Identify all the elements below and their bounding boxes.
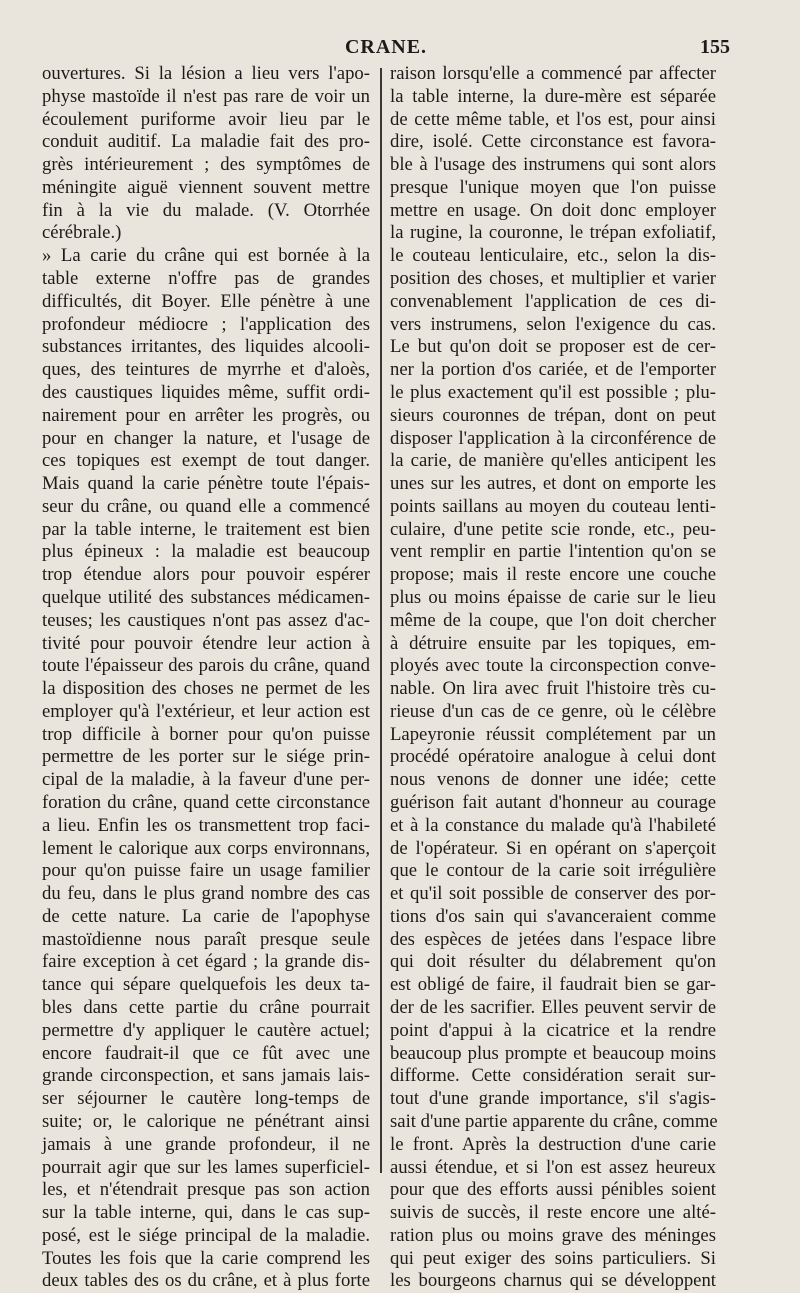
text-line: sieurs couronnes de trépan, dont on peut xyxy=(390,404,716,426)
text-line: procédé opératoire analogue à celui dont xyxy=(390,746,716,768)
text-line: de cette même table, et l'os est, pour ainsi xyxy=(390,108,716,130)
text-line: à détruire ensuite par les topiques, em- xyxy=(390,632,716,654)
text-line: le plus exactement qu'il est possible ; plu- xyxy=(390,381,716,403)
text-line: et qu'il soit possible de conserver des por- xyxy=(390,883,716,905)
text-line: par la table interne, le traitement est bien xyxy=(42,518,370,540)
text-line: ces topiques est exempt de tout danger. xyxy=(42,450,370,472)
text-line: la carie, de manière qu'elles anticipent les xyxy=(390,450,716,472)
text-line: quelque utilité des substances médicamen- xyxy=(42,586,370,608)
text-line: grande circonspection, et sans jamais lais- xyxy=(42,1065,370,1087)
text-line: fin à la vie du malade. (V. Otorrhée xyxy=(42,199,370,221)
text-line: difficultés, dit Boyer. Elle pénètre à une xyxy=(42,290,370,312)
text-line: permettre de les porter sur le siége prin- xyxy=(42,746,370,768)
text-line: employer qu'à l'extérieur, et leur action est xyxy=(42,700,370,722)
text-line: encore faudrait-il que ce fût avec une xyxy=(42,1042,370,1064)
text-line: trop étendue alors pour pouvoir espérer xyxy=(42,564,370,586)
text-line: lement le calorique aux corps environnans, xyxy=(42,837,370,859)
text-line: tance qui sépare quelquefois les deux ta- xyxy=(42,974,370,996)
text-line: même de la coupe, que l'on doit chercher xyxy=(390,609,716,631)
text-line: » La carie du crâne qui est bornée à la xyxy=(42,245,370,267)
text-line: nairement pour en arrêter les progrès, ou xyxy=(42,404,370,426)
text-line: points saillans au moyen du couteau lenti- xyxy=(390,495,716,517)
text-line: physe mastoïde il n'est pas rare de voir un xyxy=(42,85,370,107)
text-line: mastoïdienne nous paraît presque seule xyxy=(42,928,370,950)
text-line: cérébrale.) xyxy=(42,222,122,244)
text-line: plus épineux : la maladie est beaucoup xyxy=(42,541,370,563)
text-line: plus ou moins épaisse de carie sur le lieu xyxy=(390,586,716,608)
column-divider xyxy=(380,68,382,1173)
text-line: des caustiques liquides même, suffit ordi- xyxy=(42,381,370,403)
text-line: difforme. Cette considération serait sur- xyxy=(390,1065,716,1087)
text-line: pour en changer la nature, et l'usage de xyxy=(42,427,370,449)
text-line: tout d'une grande importance, s'il s'agis- xyxy=(390,1088,716,1110)
text-line: propose; mais il reste encore une couche xyxy=(390,564,716,586)
text-line: trop difficile à borner pour qu'on puisse xyxy=(42,723,370,745)
text-line: des espèces de jetées dans l'espace libre xyxy=(390,928,716,950)
text-line: posé, est le siége principal de la maladie. xyxy=(42,1224,370,1246)
text-line: substances irritantes, des liquides alcooli- xyxy=(42,336,370,358)
text-line: position des choses, et multiplier et varier xyxy=(390,268,716,290)
text-line: est obligé de faire, il faudrait bien se gar- xyxy=(390,974,716,996)
text-line: du feu, dans le plus grand nombre des cas xyxy=(42,883,370,905)
text-line: suite; or, le calorique ne pénétrant ainsi xyxy=(42,1110,370,1132)
running-title: CRANE. xyxy=(344,36,428,58)
text-line: méningite aiguë viennent souvent mettre xyxy=(42,176,370,198)
text-line: de l'opérateur. Si en opérant on s'aperçoit xyxy=(390,837,716,859)
text-line: foration du crâne, quand cette circonstance xyxy=(42,792,370,813)
text-line: que le contour de la carie soit irrégulière xyxy=(390,860,716,882)
text-line: sait d'une partie apparente du crâne, comme xyxy=(390,1110,718,1132)
text-line: aussi étendue, et si l'on est assez heureux xyxy=(390,1156,716,1178)
text-line: ouvertures. Si la lésion a lieu vers l'apo- xyxy=(42,63,370,84)
text-line: la rugine, la couronne, le trépan exfoliatif, xyxy=(390,222,716,244)
text-line: les bourgeons charnus qui se développent xyxy=(390,1270,716,1292)
text-line: Le but qu'on doit se proposer est de cer- xyxy=(390,336,716,358)
text-line: presque l'unique moyen que l'on puisse xyxy=(390,176,716,198)
text-line: qui peut exiger des soins particuliers. Si xyxy=(390,1247,716,1269)
text-line: vent remplir en partie l'intention qu'on se xyxy=(390,541,716,563)
text-line: teuses; les caustiques n'ont pas assez d'ac- xyxy=(42,609,370,631)
text-line: profondeur médiocre ; l'application des xyxy=(42,313,370,335)
text-line: la disposition des choses ne permet de les xyxy=(42,678,370,700)
text-line: convenablement l'application de ces di- xyxy=(390,290,716,312)
text-line: et à la constance du malade qu'à l'habileté xyxy=(390,814,716,836)
text-line: deux tables des os du crâne, et à plus forte xyxy=(42,1270,370,1292)
text-line: suivis de succès, il reste encore une alté- xyxy=(390,1202,716,1224)
text-line: ployés avec toute la circonspection conve- xyxy=(390,655,716,677)
text-line: dire, isolé. Cette circonstance est favora- xyxy=(390,131,716,153)
text-line: beaucoup plus prompte et beaucoup moins xyxy=(390,1042,716,1064)
text-line: tivité pour pouvoir étendre leur action à xyxy=(42,632,370,654)
text-line: ner la portion d'os cariée, et de l'emporter xyxy=(390,359,716,381)
text-line: faire exception à cet égard ; la grande dis- xyxy=(42,951,370,973)
text-line: toute l'épaisseur des parois du crâne, quand xyxy=(42,655,370,677)
text-line: raison lorsqu'elle a commencé par affecter xyxy=(390,63,716,84)
text-line: ble à l'usage des instrumens qui sont alors xyxy=(390,154,716,176)
text-line: culaire, d'une petite scie ronde, etc., peu- xyxy=(390,518,716,540)
text-line: le couteau lenticulaire, etc., selon la dis- xyxy=(390,245,716,267)
text-line: a lieu. Enfin les os transmettent trop faci- xyxy=(42,814,370,836)
text-line: nous venons de donner une idée; cette xyxy=(390,769,716,791)
text-line: conduit auditif. La maladie fait des pro- xyxy=(42,131,370,153)
text-line: nable. On lira avec fruit l'histoire très cu- xyxy=(390,678,716,700)
text-line: mettre en usage. On doit donc employer xyxy=(390,199,716,221)
text-line: pourrait agir que sur les lames superficiel- xyxy=(42,1156,370,1178)
text-line: disposer l'application à la circonférence de xyxy=(390,427,716,449)
text-line: table externe n'offre pas de grandes xyxy=(42,268,370,290)
right-text-column xyxy=(390,63,716,1293)
text-line: pour que des efforts aussi pénibles soient xyxy=(390,1179,716,1201)
text-line: de cette nature. La carie de l'apophyse xyxy=(42,905,370,927)
text-line: qui doit résulter du délabrement qu'on xyxy=(390,951,716,973)
text-line: unes sur les autres, et dont on emporte les xyxy=(390,473,716,495)
text-line: grès intérieurement ; des symptômes de xyxy=(42,154,370,176)
text-line: Lapeyronie réussit complétement par un xyxy=(390,723,716,745)
text-line: ser séjourner le cautère long-temps de xyxy=(42,1088,370,1110)
left-text-column xyxy=(42,63,370,1293)
text-line: Mais quand la carie pénètre toute l'épais- xyxy=(42,473,370,495)
text-line: bles dans cette partie du crâne pourrait xyxy=(42,997,370,1019)
text-line: tions d'os sain qui s'avanceraient comme xyxy=(390,905,716,927)
text-line: rieuse d'un cas de ce genre, où le célèbre xyxy=(390,700,716,722)
text-line: le front. Après la destruction d'une carie xyxy=(390,1133,716,1155)
text-line: der de les sacrifier. Elles peuvent servir de xyxy=(390,997,716,1019)
page-number: 155 xyxy=(700,36,730,58)
text-line: sur la table interne, qui, dans le cas sup- xyxy=(42,1202,370,1224)
text-line: permettre d'y appliquer le cautère actuel; xyxy=(42,1019,370,1041)
text-line: point d'appui à la cicatrice et la rendre xyxy=(390,1019,716,1041)
text-line: pour qu'on puisse faire un usage familier xyxy=(42,860,370,882)
text-line: écoulement puriforme avoir lieu par le xyxy=(42,108,370,130)
text-line: Toutes les fois que la carie comprend les xyxy=(42,1247,370,1269)
text-line: cipal de la maladie, à la faveur d'une per- xyxy=(42,769,370,791)
text-line: jamais à une grande profondeur, il ne xyxy=(42,1133,370,1155)
text-line: la table interne, la dure-mère est séparée xyxy=(390,85,716,107)
text-line: ques, des teintures de myrrhe et d'aloès, xyxy=(42,359,370,381)
page-header xyxy=(42,36,730,62)
text-line: seur du crâne, ou quand elle a commencé xyxy=(42,495,370,517)
text-line: les, et n'étendrait presque pas son action xyxy=(42,1179,370,1201)
text-line: vers instrumens, selon l'exigence du cas. xyxy=(390,313,716,335)
text-line: ration plus ou moins grave des méninges xyxy=(390,1224,716,1246)
text-line: guérison fait autant d'honneur au courage xyxy=(390,792,716,813)
